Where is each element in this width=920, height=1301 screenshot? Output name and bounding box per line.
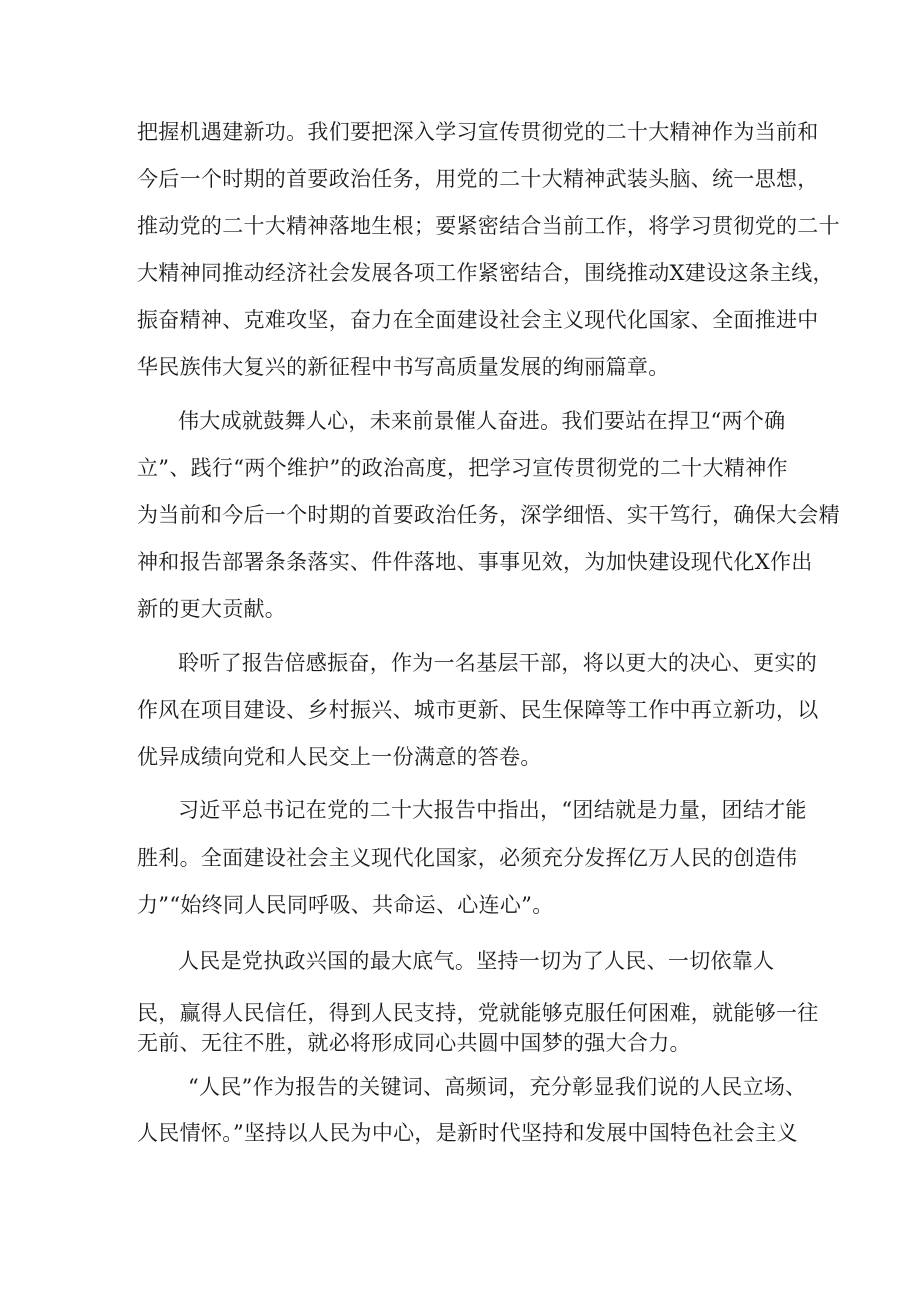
- paragraph-3-line-2: 作风在项目建设、乡村振兴、城市更新、民生保障等工作中再立新功，以: [137, 698, 819, 722]
- paragraph-2-line-4: 神和报告部署条条落实、件件落地、事事见效，为加快建设现代化X作出: [137, 550, 813, 574]
- paragraph-2-line-2: 立”、践行“两个维护”的政治高度，把学习宣传贯彻党的二十大精神作: [137, 456, 788, 480]
- paragraph-3-line-1: 聆听了报告倍感振奋，作为一名基层干部，将以更大的决心、更实的: [178, 651, 817, 675]
- paragraph-1-line-4: 大精神同推动经济社会发展各项工作紧密结合，围绕推动X建设这条主线，: [137, 261, 834, 285]
- paragraph-1-line-6: 华民族伟大复兴的新征程中书写高质量发展的绚丽篇章。: [137, 355, 670, 379]
- paragraph-4-line-2: 胜利。全面建设社会主义现代化国家，必须充分发挥亿万人民的创造伟: [137, 846, 798, 870]
- paragraph-2-line-3: 为当前和今后一个时期的首要政治任务，深学细悟、实干笃行，确保大会精: [137, 503, 840, 527]
- paragraph-2-line-1: 伟大成就鼓舞人心，未来前景催人奋进。我们要站在捍卫“两个确: [178, 409, 786, 433]
- paragraph-5-line-2: 民，赢得人民信任，得到人民支持，党就能够克服任何困难，就能够一往: [137, 1001, 819, 1025]
- paragraph-1-line-5: 振奋精神、克难攻坚，奋力在全面建设社会主义现代化国家、全面推进中: [137, 308, 819, 332]
- paragraph-5-line-1: 人民是党执政兴国的最大底气。坚持一切为了人民、一切依靠人: [178, 949, 775, 973]
- paragraph-1-line-3: 推动党的二十大精神落地生根；要紧密结合当前工作，将学习贯彻党的二十: [137, 214, 840, 238]
- paragraph-4-line-1: 习近平总书记在党的二十大报告中指出，“团结就是力量，团结才能: [178, 798, 807, 822]
- paragraph-6-line-2: 人民情怀。”坚持以人民为中心，是新时代坚持和发展中国特色社会主义: [137, 1121, 798, 1145]
- paragraph-4-line-3: 力”“始终同人民同呼吸、共命运、心连心”。: [137, 893, 554, 917]
- paragraph-5-line-3: 无前、无往不胜，就必将形成同心共圆中国梦的强大合力。: [137, 1031, 691, 1055]
- paragraph-1-line-1: 把握机遇建新功。我们要把深入学习宣传贯彻党的二十大精神作为当前和: [137, 120, 819, 144]
- paragraph-2-line-5: 新的更大贡献。: [137, 597, 287, 621]
- paragraph-3-line-3: 优异成绩向党和人民交上一份满意的答卷。: [137, 745, 542, 769]
- paragraph-6-line-1: “人民”作为报告的关键词、高频词，充分彰显我们说的人民立场、: [188, 1075, 807, 1099]
- paragraph-1-line-2: 今后一个时期的首要政治任务，用党的二十大精神武装头脑、统一思想，: [137, 167, 819, 191]
